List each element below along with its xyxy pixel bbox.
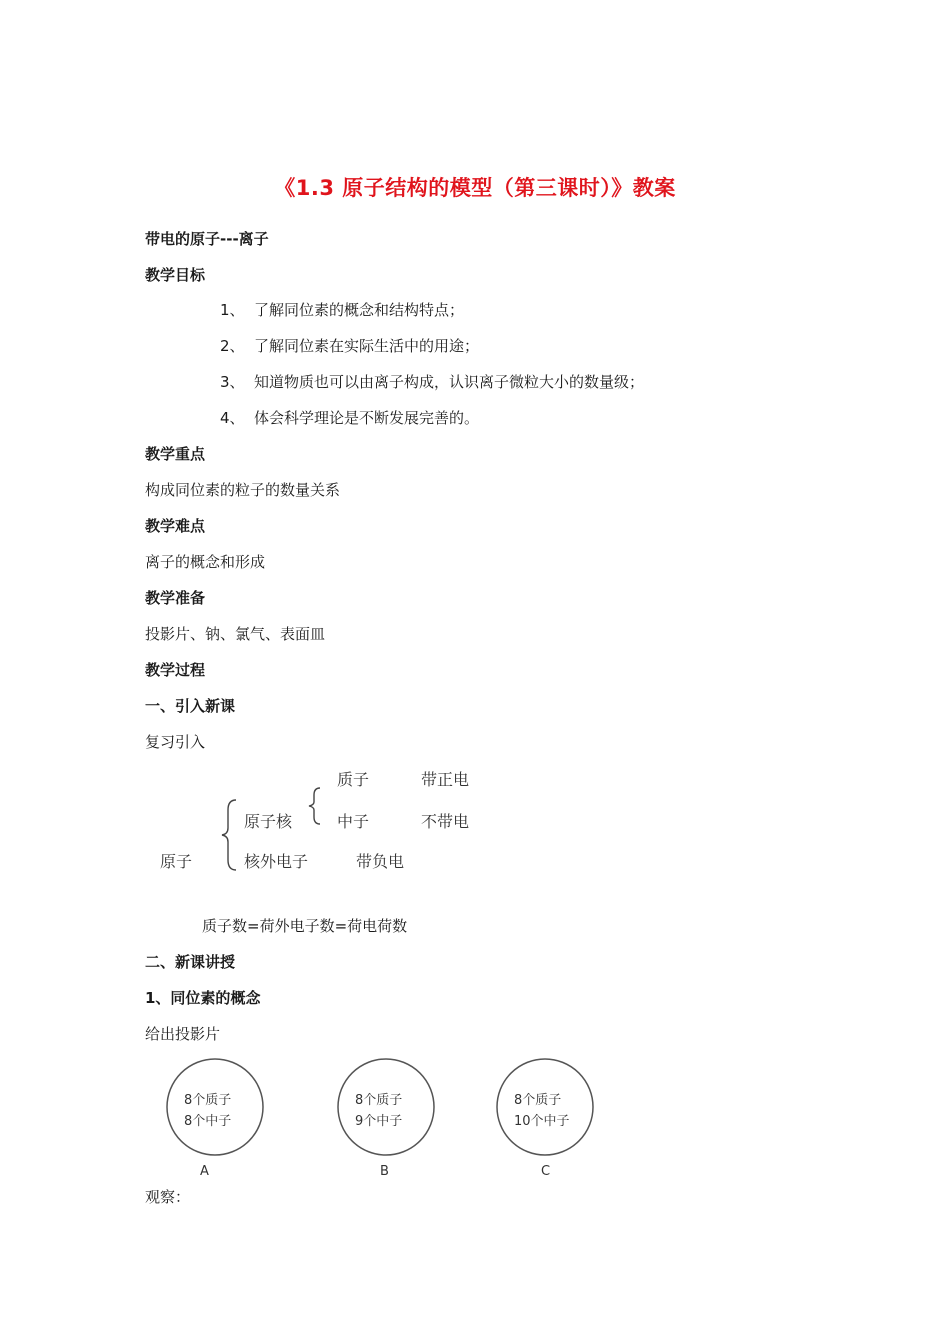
atom-label: 原子 [160, 852, 193, 871]
nucleus-brace-icon [306, 786, 324, 826]
difficulty-text: 离子的概念和形成 [145, 553, 266, 571]
goal-number: 3、 [220, 373, 245, 391]
equation: 质子数=荷外电子数=荷电荷数 [202, 917, 408, 935]
isotope-c-neutrons: 10个中子 [514, 1114, 570, 1129]
isotope-a-neutrons: 8个中子 [184, 1114, 232, 1129]
isotope-a-caption: A [200, 1164, 209, 1179]
isotope-b-caption: B [380, 1164, 389, 1179]
isotope-a-counts [184, 1090, 231, 1132]
neutron-label: 中子 [337, 812, 370, 831]
subtitle: 带电的原子---离子 [145, 230, 269, 248]
isotope-c-caption: C [541, 1164, 551, 1179]
difficulty-heading: 教学难点 [145, 517, 206, 535]
projection-text: 给出投影片 [145, 1025, 221, 1043]
goal-text: 了解同位素的概念和结构特点； [254, 301, 465, 319]
isotope-b-protons: 8个质子 [355, 1093, 403, 1108]
goal-text: 体会科学理论是不断发展完善的。 [254, 409, 480, 427]
key-heading: 教学重点 [145, 445, 206, 463]
section2-heading: 二、新课讲授 [145, 953, 236, 971]
isotope-a-protons: 8个质子 [184, 1093, 232, 1108]
page-title: 《1.3 原子结构的模型（第三课时）》教案 [274, 176, 676, 200]
goal-number: 2、 [220, 337, 245, 355]
goal-text: 了解同位素在实际生活中的用途； [254, 337, 480, 355]
process-heading: 教学过程 [145, 661, 206, 679]
goal-number: 4、 [220, 409, 245, 427]
electron-charge-label: 带负电 [356, 852, 405, 871]
review-text: 复习引入 [145, 733, 206, 751]
proton-label: 质子 [337, 770, 370, 789]
goals-heading: 教学目标 [145, 266, 206, 284]
section1-heading: 一、引入新课 [145, 697, 236, 715]
goal-item [220, 371, 644, 392]
electron-label: 核外电子 [244, 852, 309, 871]
atom-brace-icon [220, 798, 240, 873]
prep-heading: 教学准备 [145, 589, 206, 607]
goal-number: 1、 [220, 301, 245, 319]
isotope-c-counts [514, 1090, 570, 1132]
isotope-c-protons: 8个质子 [514, 1093, 562, 1108]
goal-item [220, 335, 479, 356]
goal-item [220, 407, 479, 428]
prep-text: 投影片、钠、氯气、表面皿 [145, 625, 326, 643]
subsection1-heading: 1、同位素的概念 [145, 989, 261, 1007]
isotope-b-neutrons: 9个中子 [355, 1114, 403, 1129]
key-text: 构成同位素的粒子的数量关系 [145, 481, 341, 499]
observe-text: 观察： [145, 1188, 191, 1206]
nucleus-label: 原子核 [244, 812, 293, 831]
goal-text: 知道物质也可以由离子构成，认识离子微粒大小的数量级； [254, 373, 645, 391]
isotope-b-counts [355, 1090, 402, 1132]
neutron-charge-label: 不带电 [421, 812, 470, 831]
goal-item [220, 299, 464, 320]
proton-charge-label: 带正电 [421, 770, 470, 789]
